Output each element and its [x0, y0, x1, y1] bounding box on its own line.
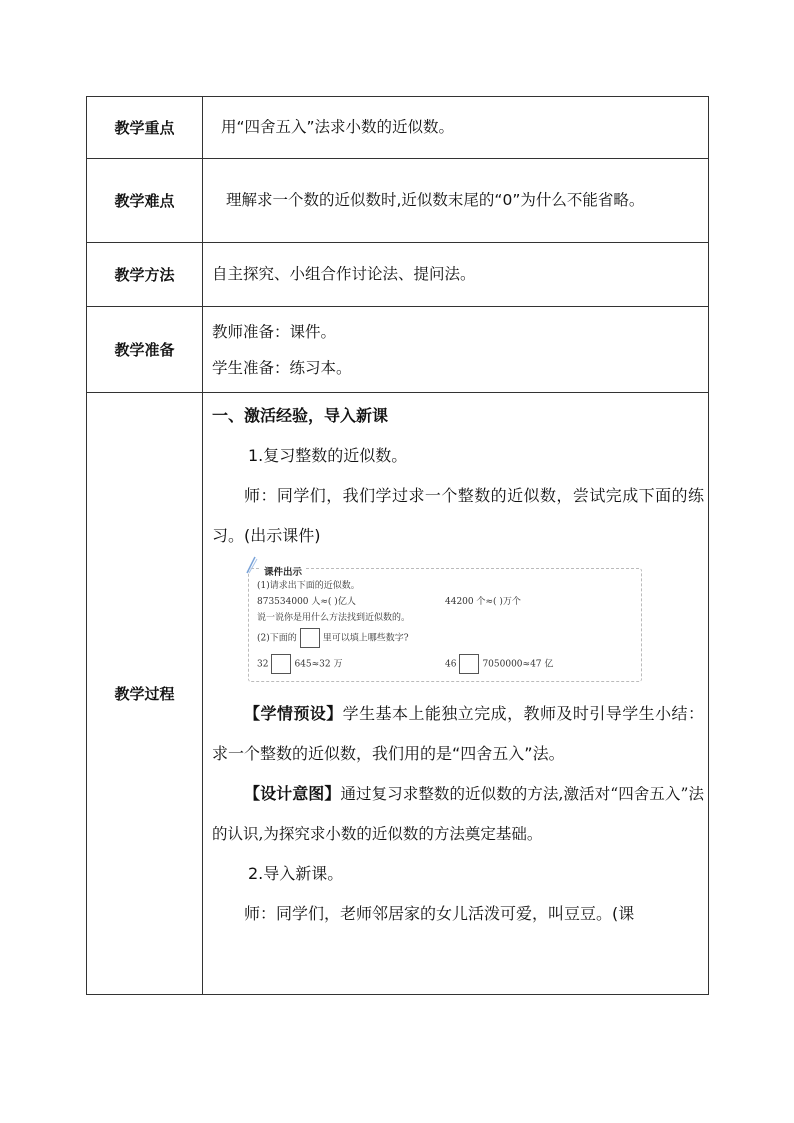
row-teaching-process — [87, 393, 709, 995]
label-teaching-preparation: 教学准备 — [87, 307, 203, 393]
row-teaching-focus — [87, 97, 709, 159]
blank-box — [300, 628, 320, 648]
teaching-focus-text: 用“四舍五入”法求小数的近似数。 — [203, 97, 709, 159]
example-1 — [257, 654, 343, 674]
question-1c: 说一说你是用什么方法找到近似数的。 — [257, 613, 411, 623]
teaching-method-text: 自主探究、小组合作讨论法、提问法。 — [203, 243, 709, 307]
example-1-prefix: 32 — [257, 659, 269, 670]
design-intent-label: 【设计意图】 — [244, 784, 341, 803]
teacher-story-paragraph: 师：同学们，老师邻居家的女儿活泼可爱，叫豆豆。(课 — [244, 904, 635, 923]
example-2-suffix: 7050000≈47 亿 — [482, 659, 554, 670]
page-corner-icon — [245, 555, 259, 575]
step-review-integers: 1.复习整数的近似数。 — [248, 446, 408, 465]
teaching-difficulty-text: 理解求一个数的近似数时,近似数末尾的“0”为什么不能省略。 — [203, 159, 709, 243]
row-teaching-difficulty — [87, 159, 709, 243]
section-heading: 一、激活经验，导入新课 — [212, 406, 389, 425]
situation-preset-text: 学生基本上能独立完成，教师及时引导学生小结：求一个整数的近似数，我们用的是“四舍五入”法。 — [212, 704, 704, 763]
situation-preset-paragraph — [212, 694, 704, 774]
label-teaching-process: 教学过程 — [87, 393, 203, 995]
row-teaching-preparation — [87, 307, 709, 393]
label-teaching-focus: 教学重点 — [87, 97, 203, 159]
teacher-intro-paragraph: 师：同学们，我们学过求一个整数的近似数，尝试完成下面的练习。(出示课件) — [212, 486, 704, 545]
design-intent-text: 通过复习求整数的近似数的方法,激活对“四舍五入”法的认识,为探究求小数的近似数的方法奠定基础。 — [212, 785, 704, 843]
blank-box — [459, 654, 479, 674]
situation-preset-label: 【学情预设】 — [244, 704, 343, 723]
label-teaching-difficulty: 教学难点 — [87, 159, 203, 243]
question-2-suffix: 里可以填上哪些数字? — [322, 633, 409, 644]
courseware-card — [248, 568, 642, 682]
teacher-preparation: 教师准备：课件。 — [212, 322, 337, 341]
question-1: (1)请求出下面的近似数。 — [257, 581, 360, 591]
courseware-tag: 课件出示 — [261, 564, 305, 578]
label-teaching-method: 教学方法 — [87, 243, 203, 307]
teaching-process-cell — [203, 393, 709, 995]
question-2-prefix: (2)下面的 — [257, 633, 297, 644]
teaching-preparation-cell — [203, 307, 709, 393]
question-2 — [257, 628, 409, 648]
blank-box — [271, 654, 291, 674]
question-1b: 44200 个≈( )万个 — [445, 597, 521, 607]
student-preparation: 学生准备：练习本。 — [212, 358, 352, 377]
example-2 — [445, 654, 553, 674]
step-introduce-lesson: 2.导入新课。 — [248, 864, 344, 883]
lesson-plan-table — [86, 96, 709, 995]
row-teaching-method — [87, 243, 709, 307]
example-2-prefix: 46 — [445, 659, 457, 670]
design-intent-paragraph — [212, 774, 704, 854]
example-1-suffix: 645≈32 万 — [294, 659, 343, 670]
question-1a: 873534000 人≈( )亿人 — [257, 597, 356, 607]
